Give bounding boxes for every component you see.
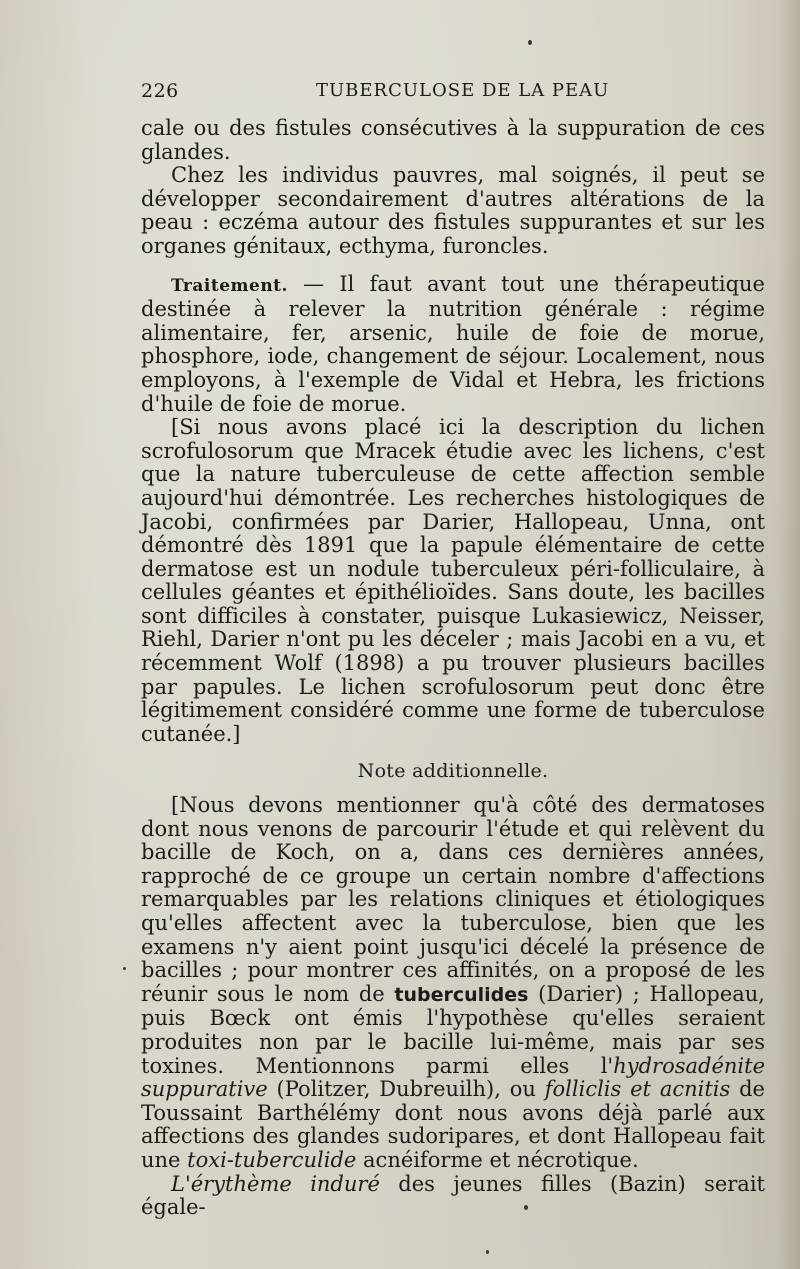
ink-speck xyxy=(486,1250,489,1254)
paragraph-1: cale ou des fistules consécutives à la suppuration de ces glandes. xyxy=(141,116,765,164)
note-title: Note additionnelle. xyxy=(357,760,549,783)
paragraph-2: Chez les individus pauvres, mal soignés, il peut se développer secondairement d'autres altérations de la peau : eczéma autour des fistules suppurantes et sur les organes génitaux, ecthyma, furoncles. xyxy=(141,163,765,258)
note-text-c: (Politzer, Dubreuilh), ou xyxy=(267,1077,545,1102)
note-text-b: (Darier) ; Hallopeau, puis Bœck ont émis l'hypothèse qu'elles seraient produites non par le bacille lui-même, mais par ses toxines. Mentionnons parmi elles l' xyxy=(141,981,765,1078)
page-number: 226 xyxy=(141,80,179,102)
paragraph-note xyxy=(141,794,765,1173)
paragraph-erytheme xyxy=(141,1173,765,1220)
erytheme-text: des jeunes filles (Bazin) serait égale- xyxy=(141,1171,765,1220)
note-text-e: acnéiforme et nécrotique. xyxy=(356,1147,639,1172)
note-italic-folliclis: folliclis et acnitis xyxy=(544,1077,731,1102)
note-term-tuberculides: tuberculides xyxy=(394,983,529,1006)
page-edge-shadow xyxy=(778,0,800,1269)
body-text xyxy=(141,117,765,1220)
paragraph-lichen: [Si nous avons placé ici la description du lichen scrofulosorum que Mracek étudie avec les lichens, c'est que la nature tuberculeuse de cette affection semble aujourd'hui démontrée. Les recherches histologiques de Jacobi, confirmées par Darier, Hallopeau, Unna, ont démontré dès 1891 que la papule élémentaire de cette dermatose est un nodule tuberculeux péri-folliculaire, à cellules géantes et épithélioïdes. Sans doute, les bacilles sont difficiles à constater, puisque Lukasiewicz, Neisser, Riehl, Darier n'ont pu les déceler ; mais Jacobi en a vu, et récemment Wolf (1898) a pu trouver plusieurs bacilles par papules. Le lichen scrofulosorum peut donc être légitimement considéré comme une forme de tuberculose cutanée.] xyxy=(141,415,765,746)
ink-speck xyxy=(528,40,532,45)
note-italic-toxi-tuberculide: toxi-tuberculide xyxy=(187,1147,357,1172)
note-text-a: [Nous devons mentionner qu'à côté des dermatoses dont nous venons de parcourir l'étude et qui relèvent du bacille de Koch, on a, dans ces dernières années, rapproché de ce groupe un certain nombre d'affections remarquables par les relations cliniques et étiologiques qu'elles affectent avec la tuberculose, bien que les examens n'y aient point jusqu'ici décelé la présence de bacilles ; pour montrer ces affinités, on a proposé de les réunir sous le nom de xyxy=(141,793,765,1006)
treatment-text: — Il faut avant tout une thérapeutique destinée à relever la nutrition générale : régime alimentaire, fer, arsenic, huile de foie de morue, phosphore, iode, changement de séjour. Localement, nous employons, à l'exemple de Vidal et Hebra, les frictions d'huile de foie de morue. xyxy=(141,271,765,416)
erytheme-italic: L'érythème induré xyxy=(171,1171,380,1196)
ink-speck xyxy=(123,967,126,970)
note-text-d: de Toussaint Barthélémy dont nous avons déjà parlé aux affections des glandes sudoripares, et dont Hallopeau fait une xyxy=(141,1077,765,1172)
page-header xyxy=(141,80,765,110)
paragraph-treatment xyxy=(141,273,765,417)
treatment-heading: Traitement. xyxy=(171,275,288,296)
note-italic-hydrosadenite: hydrosadénite suppurative xyxy=(141,1053,765,1102)
running-title: TUBERCULOSE DE LA PEAU xyxy=(316,80,610,101)
